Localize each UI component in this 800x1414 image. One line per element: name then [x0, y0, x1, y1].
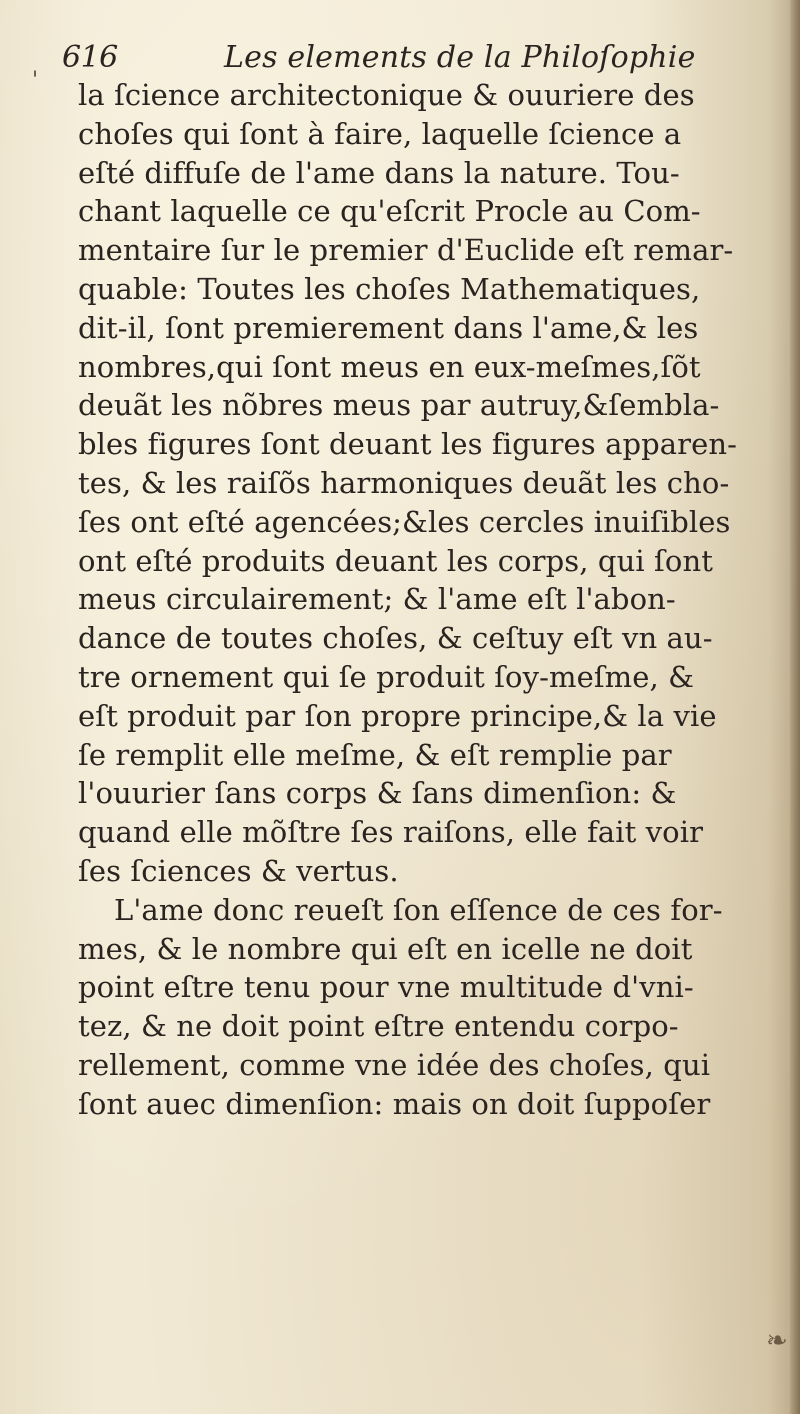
text-line: ſe remplit elle meſme, & eſt remplie par	[78, 737, 672, 772]
text-line: deuãt les nõbres meus par autruy,&ſembla-	[78, 388, 720, 423]
body-text	[78, 76, 784, 1124]
text-line: dance de toutes choſes, & ceſtuy eſt vn au-	[78, 621, 713, 656]
margin-mark: '	[32, 68, 39, 93]
text-line: ſes ont eſté agencées;&les cercles inuiſibles	[78, 504, 731, 539]
page-gutter-shadow	[790, 0, 800, 1414]
text-line: rellement, comme vne idée des choſes, qui	[78, 1047, 711, 1082]
text-line: tre ornement qui ſe produit ſoy-meſme, &	[78, 659, 695, 694]
text-line: quable: Toutes les choſes Mathematiques,	[78, 271, 701, 306]
ink-blot-ornament: ❧	[766, 1326, 788, 1356]
text-line: point eſtre tenu pour vne multitude d'vni-	[78, 970, 694, 1005]
text-line: mes, & le nombre qui eſt en icelle ne doit	[78, 931, 693, 966]
paragraph-start-line: L'ame donc reueſt ſon eſſence de ces for-	[114, 892, 723, 927]
text-line: dit-il, ſont premierement dans l'ame,& les	[78, 310, 699, 345]
text-line: chant laquelle ce qu'eſcrit Procle au Com-	[78, 194, 701, 229]
text-line: ont eſté produits deuant les corps, qui ſont	[78, 543, 713, 578]
running-title: Les elements de la Philoſophie	[224, 40, 696, 75]
page-number: 616	[62, 40, 118, 75]
page-header	[62, 30, 742, 80]
text-line: mentaire ſur le premier d'Euclide eſt remar-	[78, 233, 734, 268]
text-line: eſté diffuſe de l'ame dans la nature. Tou-	[78, 155, 680, 190]
text-line: nombres,qui ſont meus en eux-meſmes,ſõt	[78, 349, 701, 384]
text-line: l'ouurier ſans corps & ſans dimenſion: &	[78, 776, 677, 811]
text-line: ſes ſciences & vertus.	[78, 853, 399, 888]
text-line: tez, & ne doit point eſtre entendu corpo-	[78, 1009, 679, 1044]
text-line: meus circulairement; & l'ame eſt l'abon-	[78, 582, 676, 617]
text-line: tes, & les raiſõs harmoniques deuãt les cho-	[78, 465, 730, 500]
text-line: quand elle mõſtre ſes raiſons, elle fait voir	[78, 815, 704, 850]
text-line: choſes qui ſont à faire, laquelle ſcience a	[78, 116, 682, 151]
text-line: ſont auec dimenſion: mais on doit ſuppoſer	[78, 1086, 711, 1121]
text-line: bles figures ſont deuant les figures apparen-	[78, 427, 738, 462]
text-line: la ſcience architectonique & ouuriere des	[78, 78, 695, 112]
text-line: eſt produit par ſon propre principe,& la vie	[78, 698, 717, 733]
